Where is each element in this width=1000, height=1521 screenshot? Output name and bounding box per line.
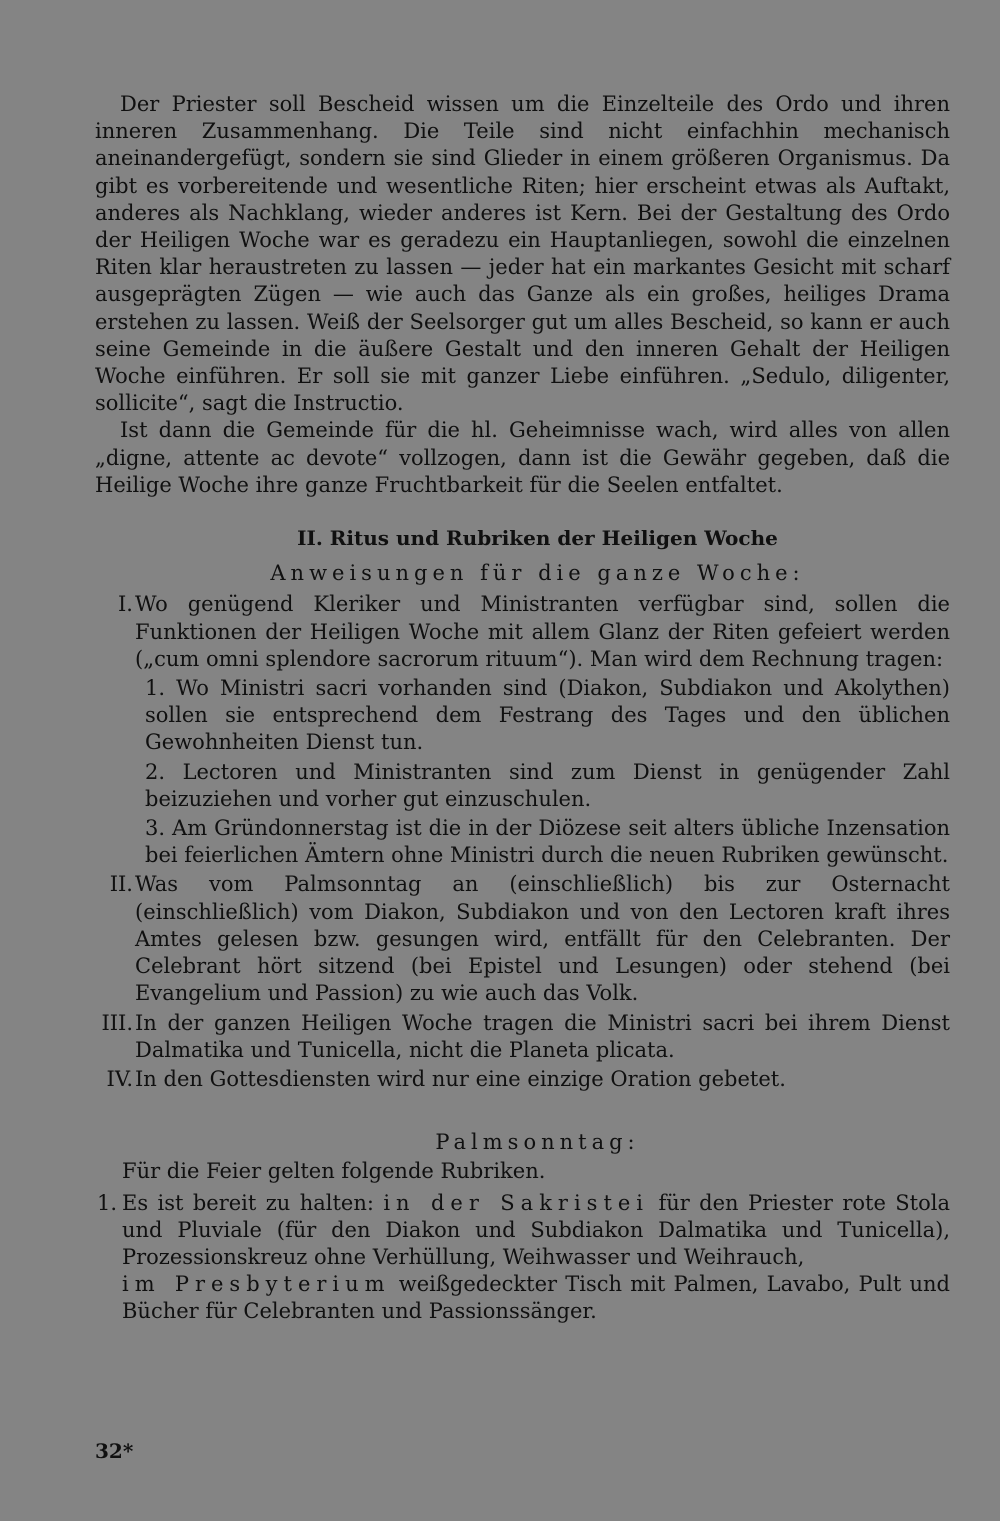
item-text: für den Priester rote Stola und Pluviale (für den Diakon und Subdiakon Dalmatika und Tunicella), Prozessionskreuz ohne Verhüllung, Weihwasser und Weihrauch, — [122, 1190, 950, 1269]
sub-list-item — [145, 759, 950, 813]
item-number: 1. — [96, 1190, 117, 1215]
item-place-presbyterium: im Presbyterium — [122, 1272, 391, 1297]
item-text: In den Gottesdiensten wird nur eine einzige Oration gebetet. — [135, 1066, 786, 1091]
sub-item-text: Lectoren und Ministranten sind zum Dienst in genügender Zahl beizuziehen und vorher gut einzuschulen. — [145, 759, 950, 811]
section-heading: II. Ritus und Rubriken der Heiligen Woche — [297, 526, 778, 551]
sub-list-item — [145, 675, 950, 757]
item-number: I. — [118, 592, 133, 617]
intro-paragraph-1: Der Priester soll Bescheid wissen um die Einzelteile des Ordo und ihren inneren Zusammenhang. Die Teile sind nicht einfachhin mechanisch aneinandergefügt, sondern sie sind Glieder in einem größeren Organismus. Da gibt es vorbereitende und wesentliche Riten; hier erscheint etwas als Auftakt, anderes als Nachklang, wieder anderes ist Kern. Bei der Gestaltung des Ordo der Heiligen Woche war es geradezu ein Hauptanliegen, sowohl die einzelnen Riten klar heraustreten zu lassen — jeder hat ein markantes Gesicht mit scharf ausgeprägten Zügen — wie auch das Ganze als ein großes, heiliges Drama erstehen zu lassen. Weiß der Seelsorger gut um alles Bescheid, so kann er auch seine Gemeinde in die äußere Gestalt und den inneren Gehalt der Heiligen Woche einführen. Er soll sie mit ganzer Liebe einführen. „Sedulo, diligenter, sollicite“, sagt die Instructio. — [95, 92, 950, 416]
palmsonntag-intro: Für die Feier gelten folgende Rubriken. — [122, 1159, 546, 1184]
list-item — [95, 1190, 950, 1326]
item-text: Wo genügend Kleriker und Ministranten verfügbar sind, sollen die Funktionen der Heiligen Woche mit allem Glanz der Riten gefeiert werden („cum omni splendore sacrorum rituum“). Man wird dem Rechnung tragen: — [135, 592, 950, 671]
intro-paragraph-2: Ist dann die Gemeinde für die hl. Geheimnisse wach, wird alles von allen „digne, attente ac devote“ vollzogen, dann ist die Gewähr gegeben, daß die Heilige Woche ihre ganze Fruchtbarkeit für die Seelen entfaltet. — [95, 418, 950, 497]
item-place-sakristei: in der Sakristei — [383, 1190, 650, 1215]
sub-list — [95, 675, 950, 869]
item-number: II. — [109, 872, 133, 897]
page-number: 32* — [95, 1439, 134, 1463]
list-item — [95, 1010, 950, 1064]
item-number: IV. — [106, 1066, 133, 1091]
item-number: III. — [101, 1010, 133, 1035]
sub-item-text: Am Gründonnerstag ist die in der Diözese seit alters übliche Inzensation bei feierlichen Ämtern ohne Ministri durch die neuen Rubriken gewünscht. — [145, 816, 950, 868]
sub-item-number: 2. — [145, 759, 166, 784]
sub-item-text: Wo Ministri sacri vorhanden sind (Diakon, Subdiakon und Akolythen) sollen sie entsprechend dem Festrang des Tages und den üblichen Gewohnheiten Dienst tun. — [145, 676, 950, 755]
body-text — [95, 91, 950, 1328]
list-item — [95, 1066, 950, 1093]
item-text: In der ganzen Heiligen Woche tragen die Ministri sacri bei ihrem Dienst Dalmatika und Tunicella, nicht die Planeta plicata. — [135, 1010, 950, 1062]
section-subheading: Anweisungen für die ganze Woche: — [270, 561, 805, 586]
item-text: Was vom Palmsonntag an (einschließlich) bis zur Osternacht (einschließlich) vom Diakon, Subdiakon und von den Lectoren kraft ihres Amtes gelesen bzw. gesungen wird, entfällt für den Celebranten. Der Celebrant hört sitzend (bei Epistel und Lesungen) oder stehend (bei Evangelium und Passion) zu wie auch das Volk. — [135, 872, 950, 1006]
list-item — [95, 871, 950, 1007]
palmsonntag-heading: Palmsonntag: — [435, 1130, 640, 1155]
sub-item-number: 3. — [145, 816, 166, 841]
list-item — [95, 591, 950, 673]
sub-list-item — [145, 815, 950, 869]
item-lead: Es ist bereit zu halten: — [122, 1190, 374, 1215]
sub-item-number: 1. — [145, 676, 166, 701]
item-text: weißgedeckter Tisch mit Palmen, Lavabo, Pult und Bücher für Celebranten und Passionssänger. — [122, 1272, 950, 1324]
